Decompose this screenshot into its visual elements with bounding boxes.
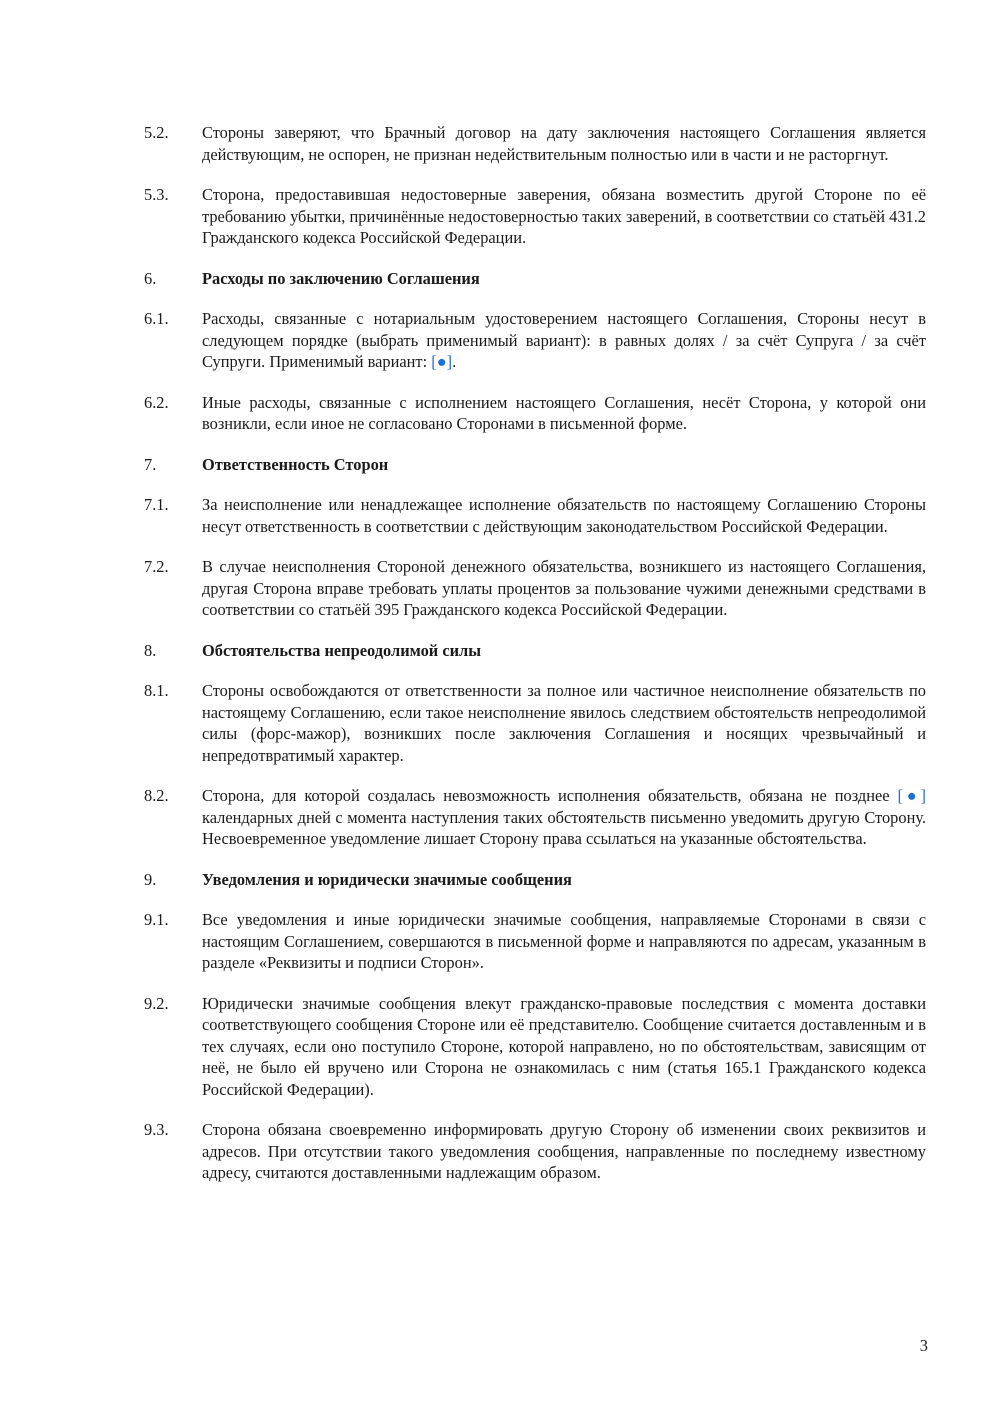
clause-9-3 bbox=[144, 1119, 926, 1184]
document-body bbox=[144, 122, 926, 1203]
clause-5-2 bbox=[144, 122, 926, 165]
clause-text-part: Расходы, связанные с нотариальным удостоверением настоящего Соглашения, Стороны несут в следующем порядке (выбрать применимый вариант): в равных долях / за счёт Супруга / за счёт Супруги. Применимый вариант: bbox=[202, 309, 926, 371]
clause-number: 9.1. bbox=[144, 910, 169, 929]
section-number: 6. bbox=[144, 268, 157, 288]
clause-text: Стороны освобождаются от ответственности за полное или частичное неисполнение обязательств по настоящему Соглашению, если такое неисполнение явилось следствием обстоятельств непреодолимой силы (форс-мажор), возникших после заключения Соглашения и носящих чрезвычайный и непредотвратимый характер. bbox=[202, 681, 926, 765]
clause-text: Стороны заверяют, что Брачный договор на дату заключения настоящего Соглашения является действующим, не оспорен, не признан недействительным полностью или в части и не расторгнут. bbox=[202, 123, 926, 164]
clause-number: 9.2. bbox=[144, 993, 169, 1013]
section-number: 9. bbox=[144, 869, 157, 889]
clause-7-2 bbox=[144, 556, 926, 621]
clause-number: 7.1. bbox=[144, 495, 169, 514]
clause-6-1 bbox=[144, 308, 926, 373]
section-title: Расходы по заключению Соглашения bbox=[202, 268, 480, 288]
clause-number: 6.2. bbox=[144, 392, 169, 412]
clause-text: Сторона обязана своевременно информировать другую Сторону об изменении своих реквизитов и адресов. При отсутствии такого уведомления сообщения, направленные по последнему известному адресу, считаются доставленными надлежащим образом. bbox=[202, 1120, 926, 1182]
clause-text bbox=[202, 785, 926, 850]
placeholder-field: [●] bbox=[897, 786, 926, 805]
clause-8-1 bbox=[144, 680, 926, 766]
section-title: Уведомления и юридически значимые сообщения bbox=[202, 869, 572, 889]
clause-5-3 bbox=[144, 184, 926, 249]
placeholder-field: [●] bbox=[431, 352, 453, 371]
clause-text-part: . bbox=[452, 352, 457, 371]
clause-text-part: Сторона, для которой создалась невозможность исполнения обязательств, обязана не позднее bbox=[202, 786, 898, 805]
clause-9-1 bbox=[144, 909, 926, 974]
clause-text-part: календарных дней с момента наступления таких обстоятельств письменно уведомить другую Сторону. Несвоевременное уведомление лишает Сторону права ссылаться на указанные обстоятельства. bbox=[202, 807, 926, 848]
section-heading-6 bbox=[144, 268, 926, 290]
clause-text: Все уведомления и иные юридически значимые сообщения, направляемые Сторонами в связи с настоящим Соглашением, совершаются в письменной форме и направляются по адресам, указанным в разделе «Реквизиты и подписи Сторон». bbox=[202, 910, 926, 972]
clause-8-2 bbox=[144, 785, 926, 850]
section-heading-9 bbox=[144, 869, 926, 891]
section-number: 7. bbox=[144, 454, 157, 474]
clause-number: 6.1. bbox=[144, 309, 169, 328]
clause-number: 8.1. bbox=[144, 681, 169, 700]
clause-text: Сторона, предоставившая недостоверные заверения, обязана возместить другой Стороне по её требованию убытки, причинённые недостоверностью таких заверений, в соответствии со статьёй 431.2 Гражданского кодекса Российской Федерации. bbox=[202, 185, 926, 247]
clause-9-2 bbox=[144, 993, 926, 1101]
clause-number: 5.3. bbox=[144, 185, 169, 204]
page-number: 3 bbox=[919, 1336, 928, 1355]
clause-number: 9.3. bbox=[144, 1120, 169, 1139]
clause-text: В случае неисполнения Стороной денежного обязательства, возникшего из настоящего Соглашения, другая Сторона вправе требовать уплаты процентов за пользование чужими денежными средствами в соответствии со статьёй 395 Гражданского кодекса Российской Федерации. bbox=[202, 557, 926, 619]
section-heading-8 bbox=[144, 640, 926, 662]
clause-number: 7.2. bbox=[144, 557, 169, 576]
clause-text: За неисполнение или ненадлежащее исполнение обязательств по настоящему Соглашению Стороны несут ответственность в соответствии с действующим законодательством Российской Федерации. bbox=[202, 495, 926, 536]
clause-number: 8.2. bbox=[144, 786, 169, 805]
clause-text: Юридически значимые сообщения влекут гражданско-правовые последствия с момента доставки соответствующего сообщения Стороне или её представителю. Сообщение считается доставленным и в тех случаях, если оно поступило Стороне, которой направлено, но по обстоятельствам, зависящим от неё, не было ей вручено или Сторона не ознакомилась с ним (статья 165.1 Гражданского кодекса Российской Федерации). bbox=[202, 993, 926, 1099]
section-number: 8. bbox=[144, 640, 157, 660]
section-heading-7 bbox=[144, 454, 926, 476]
clause-6-2 bbox=[144, 392, 926, 435]
clause-7-1 bbox=[144, 494, 926, 537]
clause-number: 5.2. bbox=[144, 123, 169, 142]
section-title: Обстоятельства непреодолимой силы bbox=[202, 640, 482, 660]
section-title: Ответственность Сторон bbox=[202, 454, 389, 474]
clause-text: Иные расходы, связанные с исполнением настоящего Соглашения, несёт Сторона, у которой они возникли, если иное не согласовано Сторонами в письменной форме. bbox=[202, 392, 926, 433]
clause-text bbox=[202, 308, 926, 373]
